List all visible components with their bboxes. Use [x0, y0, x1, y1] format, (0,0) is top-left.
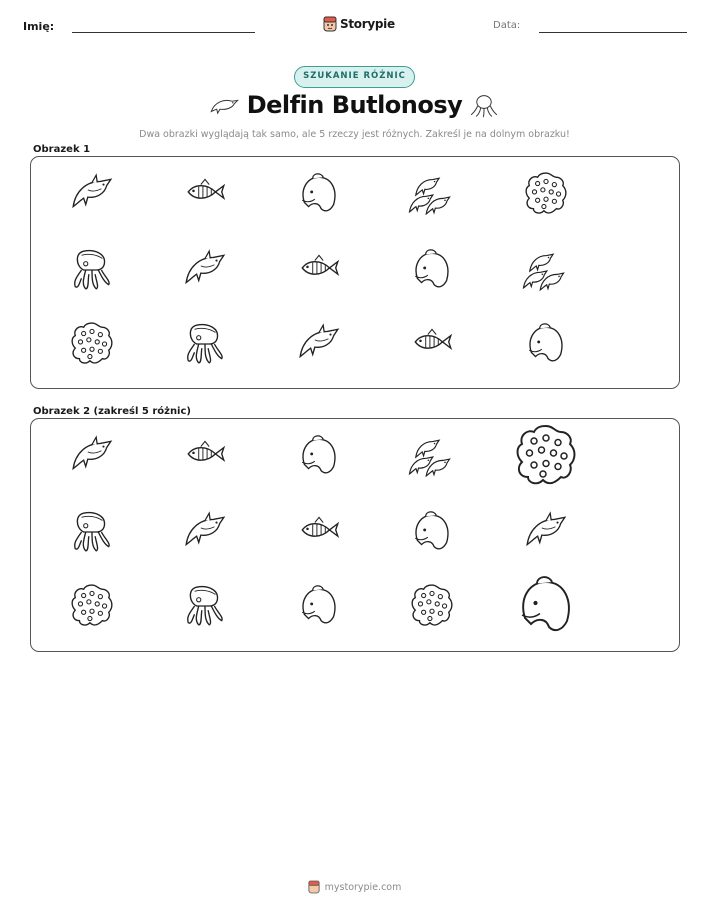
picture2-item-6[interactable] — [69, 509, 115, 555]
picture1-frame — [30, 156, 680, 389]
picture2-item-1[interactable] — [69, 433, 115, 479]
instructions: Dwa obrazki wyglądają tak samo, ale 5 rzeczy jest różnych. Zakreśl je na dolnym obrazku! — [139, 129, 570, 140]
fish-icon — [409, 321, 455, 367]
dolphin-icon — [296, 321, 342, 367]
coral-icon — [69, 321, 115, 367]
picture1-item-15[interactable] — [523, 321, 569, 367]
brand-logo — [323, 14, 395, 34]
worksheet-header — [0, 14, 709, 44]
coral-icon — [523, 171, 569, 217]
footer — [0, 880, 709, 894]
fish-icon — [182, 171, 228, 217]
footer-url: mystorypie.com — [324, 881, 402, 893]
picture2-item-4[interactable] — [409, 433, 455, 479]
name-label: Imię: — [23, 20, 55, 33]
picture1-item-11[interactable] — [69, 321, 115, 367]
name-field[interactable] — [72, 32, 255, 33]
picture2-item-8[interactable] — [296, 509, 342, 555]
picture2-item-10[interactable] — [523, 509, 569, 555]
picture2-item-11[interactable] — [69, 583, 115, 629]
fish-icon — [296, 247, 342, 293]
picture2-item-9[interactable] — [409, 509, 455, 555]
dolphin-head-icon — [409, 247, 455, 293]
picture1-item-4[interactable] — [409, 171, 455, 217]
picture1-item-3[interactable] — [296, 171, 342, 217]
dolphin-head-icon — [296, 433, 342, 479]
octopus-icon — [69, 509, 115, 555]
picture2-item-12[interactable] — [182, 583, 228, 629]
picture1-item-1[interactable] — [69, 171, 115, 217]
dolphin-head-icon — [513, 573, 579, 639]
picture1-item-6[interactable] — [69, 247, 115, 293]
octopus-icon — [69, 247, 115, 293]
picture2-item-14[interactable] — [409, 583, 455, 629]
picture1-item-8[interactable] — [296, 247, 342, 293]
picture2-frame[interactable] — [30, 418, 680, 652]
dolphin-icon — [182, 509, 228, 555]
picture2-item-2[interactable] — [182, 433, 228, 479]
dolphin-icon — [182, 247, 228, 293]
picture1-item-2[interactable] — [182, 171, 228, 217]
picture2-item-7[interactable] — [182, 509, 228, 555]
dolphin-head-icon — [523, 321, 569, 367]
octopus-icon — [182, 583, 228, 629]
dolphin-icon — [523, 509, 569, 555]
octopus-icon — [182, 321, 228, 367]
page-title: Delfin Butlonosy — [246, 91, 463, 119]
date-label: Data: — [493, 20, 521, 31]
fish-icon — [296, 509, 342, 555]
fish-icon — [182, 433, 228, 479]
dolphin-icon — [69, 433, 115, 479]
activity-badge: SZUKANIE RÓŻNIC — [294, 66, 415, 88]
dolphin-head-icon — [296, 583, 342, 629]
picture1-item-9[interactable] — [409, 247, 455, 293]
picture1-item-12[interactable] — [182, 321, 228, 367]
dolphin-head-icon — [409, 509, 455, 555]
storypie-mascot-icon — [308, 880, 320, 894]
dolphin-pod-icon — [523, 247, 569, 293]
dolphin-icon — [69, 171, 115, 217]
picture2-label: Obrazek 2 (zakreśl 5 różnic) — [33, 406, 191, 417]
picture1-item-10[interactable] — [523, 247, 569, 293]
picture1-item-5[interactable] — [523, 171, 569, 217]
dolphin-pod-icon — [409, 433, 455, 479]
picture1-label: Obrazek 1 — [33, 144, 91, 155]
dolphin-head-icon — [296, 171, 342, 217]
picture1-item-13[interactable] — [296, 321, 342, 367]
storypie-mascot-icon — [323, 16, 337, 32]
dolphin-pod-icon — [409, 171, 455, 217]
octopus-icon — [468, 91, 500, 121]
coral-icon — [409, 583, 455, 629]
picture1-item-7[interactable] — [182, 247, 228, 293]
picture2-item-15[interactable] — [513, 573, 579, 639]
picture2-item-13[interactable] — [296, 583, 342, 629]
coral-icon — [513, 423, 579, 489]
date-field[interactable] — [539, 32, 687, 33]
picture1-item-14[interactable] — [409, 321, 455, 367]
coral-icon — [69, 583, 115, 629]
picture2-item-5[interactable] — [513, 423, 579, 489]
brand-name: Storypie — [340, 17, 395, 31]
picture2-item-3[interactable] — [296, 433, 342, 479]
